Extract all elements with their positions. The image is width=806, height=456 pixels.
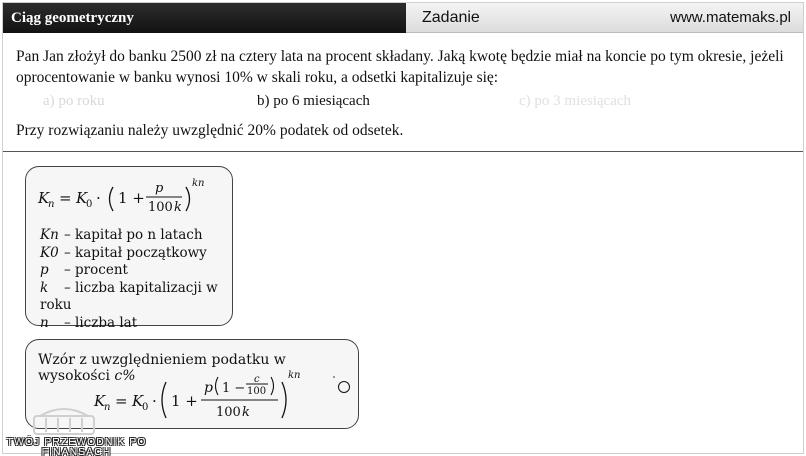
- watermark-line-1: TWÓJ PRZEWODNIK PO: [6, 436, 147, 448]
- svg-text:·: ·: [152, 392, 157, 410]
- tax-title-text: Wzór z uwzględnieniem podatku w wysokości: [38, 352, 286, 384]
- legend-desc: – procent: [64, 262, 128, 278]
- legend-row: [40, 262, 232, 280]
- legend-desc: – kapitał początkowy: [64, 244, 207, 261]
- legend-row: [40, 227, 232, 245]
- watermark-line-2: FINANSACH: [41, 446, 112, 456]
- legend-symbol: k: [40, 279, 49, 296]
- svg-text:=: =: [59, 189, 72, 207]
- svg-text:k: k: [174, 200, 182, 215]
- legend-symbol: p: [40, 262, 49, 278]
- svg-text:K: K: [76, 189, 88, 207]
- watermark-text: [4, 437, 149, 456]
- legend-symbol: Kn: [40, 227, 59, 243]
- radio-circle-icon[interactable]: [338, 381, 350, 393]
- legend-row: [40, 245, 232, 263]
- svg-text:0: 0: [142, 402, 149, 413]
- svg-text:p: p: [155, 181, 164, 196]
- variable-legend: [40, 227, 232, 332]
- problem-text: Pan Jan złożył do banku 2500 zł na cztery lata na procent składany. Jaką kwotę będzie miał na koncie po tym okresie, jeżeli oprocentowanie w banku wynosi 10% w skali roku, a odsetki kapitalizuje się:: [16, 48, 784, 86]
- svg-text:p: p: [204, 380, 213, 396]
- svg-text:1 +: 1 +: [171, 392, 198, 410]
- header-right: [406, 3, 803, 33]
- legend-desc: – liczba lat: [64, 314, 138, 331]
- tax-note: Przy rozwiązaniu należy uwzględnić 20% podatek od odsetek.: [16, 122, 404, 139]
- svg-text:n: n: [48, 199, 55, 210]
- tax-title-var: c%: [114, 368, 136, 384]
- svg-text:K: K: [94, 392, 106, 410]
- site-link[interactable]: www.matemaks.pl: [670, 9, 791, 26]
- formula-box: [25, 166, 233, 331]
- svg-text:1 −: 1 −: [222, 381, 246, 396]
- legend-symbol: n: [40, 314, 49, 331]
- option-a[interactable]: a) po roku: [43, 93, 105, 109]
- svg-text:·: ·: [96, 189, 101, 207]
- svg-text:=: =: [115, 392, 128, 410]
- svg-text:100: 100: [148, 200, 173, 215]
- svg-text:k: k: [242, 405, 250, 420]
- answer-options: [0, 93, 806, 113]
- divider: [3, 151, 803, 152]
- legend-desc: – kapitał po n latach: [64, 227, 203, 243]
- header-bar: [3, 3, 803, 33]
- legend-row: [40, 315, 232, 333]
- legend-desc: – liczba kapitalizacji w roku: [40, 279, 218, 313]
- svg-text:K: K: [38, 189, 50, 207]
- svg-text:100: 100: [247, 386, 267, 397]
- option-b[interactable]: b) po 6 miesiącach: [257, 93, 370, 109]
- stray-dot: [333, 376, 335, 378]
- svg-text:100: 100: [216, 405, 241, 420]
- section-label: Zadanie: [422, 9, 480, 26]
- svg-text:n: n: [104, 402, 111, 413]
- option-c[interactable]: c) po 3 miesiącach: [519, 93, 632, 109]
- watermark-logo-icon: [30, 404, 98, 438]
- svg-text:kn: kn: [288, 370, 301, 381]
- legend-row: [40, 280, 232, 315]
- compound-formula: [26, 167, 234, 225]
- svg-text:K: K: [132, 392, 144, 410]
- svg-text:1 +: 1 +: [118, 189, 145, 207]
- svg-text:0: 0: [86, 199, 93, 210]
- legend-symbol: K0: [40, 244, 59, 261]
- svg-text:kn: kn: [192, 178, 205, 189]
- svg-text:c: c: [254, 374, 260, 385]
- topic-title: Ciąg geometryczny: [3, 3, 406, 33]
